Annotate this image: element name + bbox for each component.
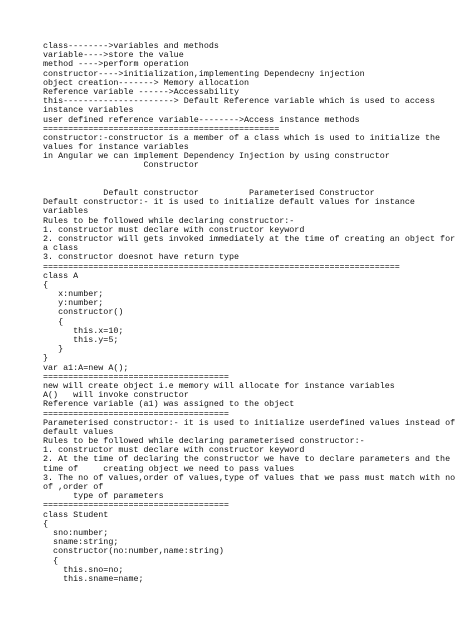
text-line: Parameterised constructor:- it is used to initialize userdefined values instead of xyxy=(43,417,456,428)
text-line: ===================================== xyxy=(43,500,229,511)
text-line: ===================================== xyxy=(43,408,229,419)
text-line: method ---->perform operation xyxy=(43,59,189,70)
text-line: } xyxy=(43,344,64,355)
text-line: instance variables xyxy=(43,105,134,116)
text-line: Reference variable (a1) was assigned to the object xyxy=(43,399,295,410)
text-line: } xyxy=(43,353,49,364)
text-line: { xyxy=(43,316,64,327)
text-line: default values xyxy=(43,426,114,437)
text-line: { xyxy=(43,279,49,290)
text-line: Default constructor Parameterised Constructor xyxy=(43,188,375,198)
text-line: this.sno=no; xyxy=(43,564,124,575)
text-line: variable---->store the value xyxy=(43,50,184,61)
text-line: constructor() xyxy=(43,307,124,318)
text-line: time of creating object we need to pass values xyxy=(43,463,295,474)
text-line: constructor(no:number,name:string) xyxy=(43,546,224,557)
text-line: Default constructor:- it is used to initialize default values for instance xyxy=(43,197,415,208)
text-line: object creation-------> Memory allocation xyxy=(43,77,250,88)
text-line: Constructor xyxy=(43,160,199,171)
text-line: values for instance variables xyxy=(43,142,189,153)
text-line: this.y=5; xyxy=(43,335,119,345)
text-line: of ,order of xyxy=(43,482,104,492)
text-line: a class xyxy=(43,243,79,254)
text-line: A() will invoke constructor xyxy=(43,390,189,401)
text-line: 1. constructor must declare with constructor keyword xyxy=(43,224,305,235)
text-line: 2. At the time of declaring the constructor we have to declare parameters and the xyxy=(43,454,451,465)
text-line: new will create object i.e memory will allocate for instance variables xyxy=(43,380,395,391)
text-line: ===================================== xyxy=(43,371,229,382)
text-line: variables xyxy=(43,206,89,217)
text-line: class-------->variables and methods xyxy=(43,41,219,51)
text-line: Rules to be followed while declaring parameterised constructor:- xyxy=(43,436,365,447)
text-line: Reference variable ------>Accessability xyxy=(43,86,240,97)
text-line: in Angular we can implement Dependency Injection by using constructor xyxy=(43,151,390,162)
text-line: var a1:A=new A(); xyxy=(43,362,129,373)
text-line: { xyxy=(43,555,59,566)
text-line: sno:number; xyxy=(43,527,109,538)
text-line: this.x=10; xyxy=(43,325,124,336)
text-line: ======================================================================= xyxy=(43,261,400,272)
text-line: class A xyxy=(43,270,79,281)
text-line: type of parameters xyxy=(43,491,164,502)
text-line: constructor---->initialization,implementing Dependecny injection xyxy=(43,68,365,79)
text-line: user defined reference variable-------->Access instance methods xyxy=(43,114,360,125)
text-line: this----------------------> Default Reference variable which is used to access xyxy=(43,96,436,107)
text-line: x:number; xyxy=(43,289,104,300)
text-line: constructor:-constructor is a member of a class which is used to initialize the xyxy=(43,132,441,143)
text-line: Rules to be followed while declaring constructor:- xyxy=(43,215,295,226)
text-line: =============================================== xyxy=(43,123,280,134)
text-line: sname:string; xyxy=(43,537,119,548)
text-line: 2. constructor will gets invoked immediately at the time of creating an object for xyxy=(43,233,456,244)
text-line: y:number; xyxy=(43,298,104,309)
text-line: this.sname=name; xyxy=(43,573,144,584)
text-line: 1. constructor must declare with constructor keyword xyxy=(43,445,305,456)
text-line: { xyxy=(43,518,49,529)
text-line: class Student xyxy=(43,509,109,520)
text-line xyxy=(43,171,463,180)
text-line: 3. The no of values,order of values,type of values that we pass must match with no xyxy=(43,472,456,483)
document-text xyxy=(43,42,463,584)
text-line: 3. constructor doesnot have return type xyxy=(43,252,240,263)
